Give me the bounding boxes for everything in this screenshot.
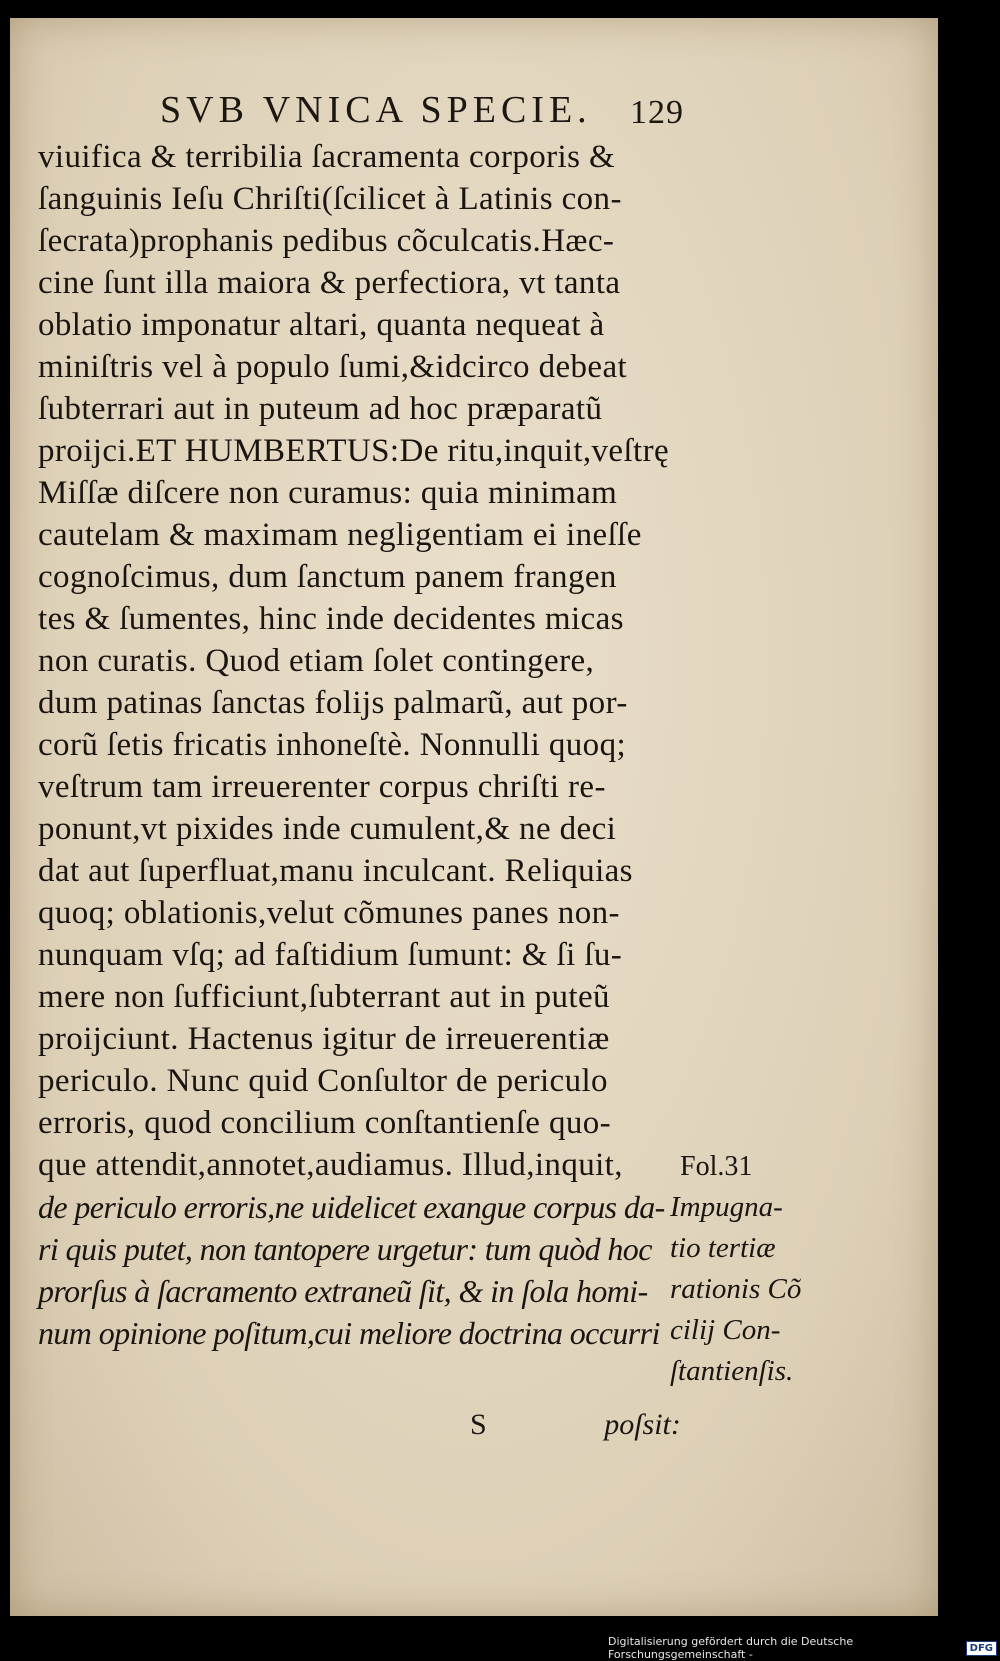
text-line: proijci.ET HUMBERTUS:De ritu,inquit,veſtrę xyxy=(38,433,670,469)
margin-note-line: rationis Cõ xyxy=(670,1273,802,1305)
running-title: SVB VNICA SPECIE. xyxy=(160,89,592,131)
text-line: viuifica & terribilia ſacramenta corporis & xyxy=(38,139,616,175)
text-line: Miſſæ diſcere non curamus: quia minimam xyxy=(38,475,618,511)
text-line: cautelam & maximam negligentiam ei ineſſe xyxy=(38,517,642,553)
signature-mark-row xyxy=(470,1408,681,1442)
margin-note xyxy=(670,1146,820,1392)
text-line: ſubterrari aut in puteum ad hoc præparatũ xyxy=(38,391,603,427)
dfg-logo: DFG xyxy=(966,1641,997,1656)
text-line: nunquam vſq; ad faſtidium ſumunt: & ſi ſu- xyxy=(38,937,623,973)
text-line: ponunt,vt pixides inde cumulent,& ne deci xyxy=(38,811,617,847)
signature-mark: S xyxy=(470,1408,487,1441)
text-line: veſtrum tam irreuerenter corpus chriſti re- xyxy=(38,769,606,805)
margin-note-line: Impugna- xyxy=(670,1191,783,1223)
digitization-footer xyxy=(608,1635,1000,1661)
text-line: oblatio imponatur altari, quanta nequeat à xyxy=(38,307,605,343)
quoted-text-line: ri quis putet, non tantopere urgetur: tum quòd hoc xyxy=(38,1231,652,1267)
quoted-text-line: de periculo erroris,ne uidelicet exangue corpus da- xyxy=(38,1189,665,1225)
quoted-text-line: prorſus à ſacramento extraneũ ſit, & in ſola homi- xyxy=(38,1273,648,1309)
text-line: periculo. Nunc quid Conſultor de periculo xyxy=(38,1063,608,1099)
text-line: proijciunt. Hactenus igitur de irreuerentiæ xyxy=(38,1021,610,1057)
margin-note-line: tio tertiæ xyxy=(670,1232,776,1264)
text-line: ſecrata)prophanis pedibus cõculcatis.Hæc- xyxy=(38,223,615,259)
text-line: non curatis. Quod etiam ſolet contingere, xyxy=(38,643,595,679)
text-line: mere non ſufficiunt,ſubterrant aut in puteũ xyxy=(38,979,610,1015)
text-line: erroris, quod concilium conſtantienſe quo- xyxy=(38,1105,612,1141)
text-line: miniſtris vel à populo ſumi,&idcirco debeat xyxy=(38,349,628,385)
funding-credit: Digitalisierung gefördert durch die Deutsche Forschungsgemeinschaft - xyxy=(608,1635,854,1661)
text-line: dat aut ſuperfluat,manu inculcant. Reliquias xyxy=(38,853,633,889)
text-line: que attendit,annotet,audiamus. Illud,inquit, xyxy=(38,1147,623,1183)
margin-note-line: cilij Con- xyxy=(670,1314,781,1346)
quoted-text-line: num opinione poſitum,cui meliore doctrina occurri xyxy=(38,1315,660,1351)
text-line: tes & ſumentes, hinc inde decidentes micas xyxy=(38,601,624,637)
folio-reference: Fol.31 xyxy=(680,1151,753,1182)
scanned-page xyxy=(10,18,938,1616)
text-line: ſanguinis Ieſu Chriſti(ſcilicet à Latinis con- xyxy=(38,181,622,217)
body-text xyxy=(38,136,718,1354)
catchword: poſsit: xyxy=(604,1408,681,1441)
page-number: 129 xyxy=(630,94,684,131)
text-line: quoq; oblationis,velut cõmunes panes non- xyxy=(38,895,620,931)
text-line: cognoſcimus, dum ſanctum panem frangen xyxy=(38,559,617,595)
text-line: cine ſunt illa maiora & perfectiora, vt tanta xyxy=(38,265,621,301)
text-line: dum patinas ſanctas folijs palmarũ, aut por- xyxy=(38,685,628,721)
margin-note-line: ſtantienſis. xyxy=(670,1355,794,1387)
text-line: corũ ſetis fricatis inhoneſtè. Nonnulli quoq; xyxy=(38,727,627,763)
